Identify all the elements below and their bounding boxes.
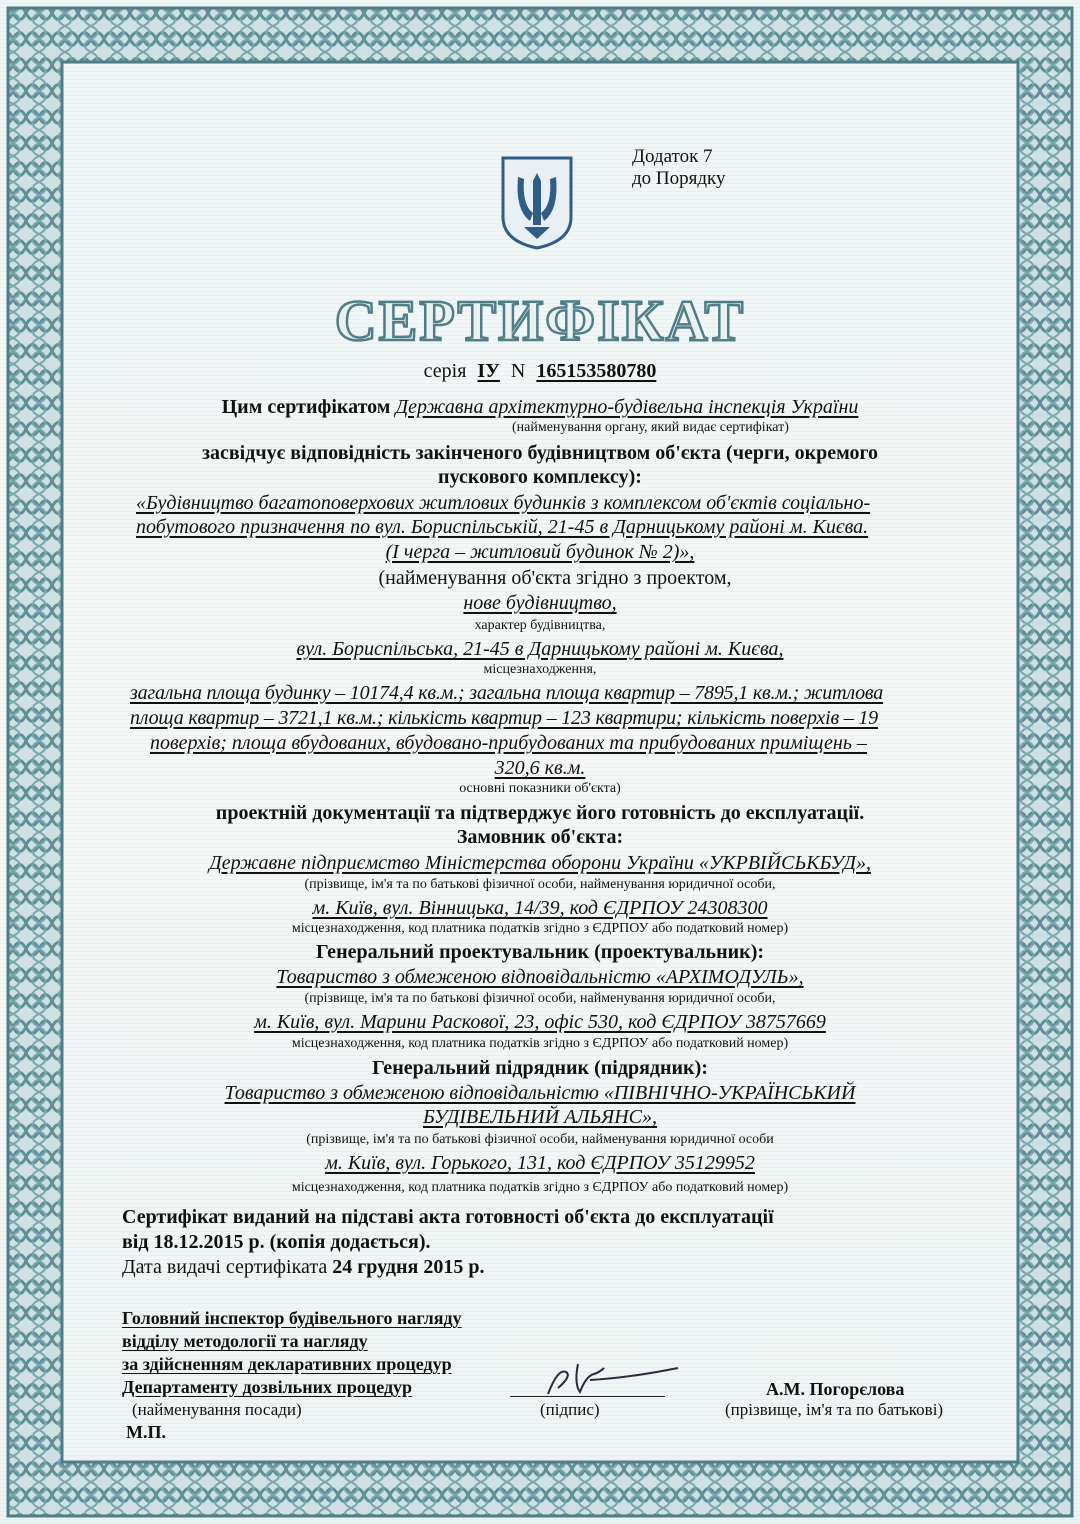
indicators-caption: основні показники об'єкта) bbox=[459, 781, 621, 796]
designer-name: Товариство з обмеженою відповідальністю «АРХІМОДУЛЬ», bbox=[276, 966, 804, 988]
issue-date-label: Дата видачі сертифіката bbox=[122, 1256, 328, 1278]
series-n-label: N bbox=[510, 360, 526, 382]
indicators-line-3: поверхів; площа вбудованих, вбудовано-прибудованих та прибудованих приміщень – bbox=[150, 732, 867, 754]
series-number: 165153580780 bbox=[536, 360, 657, 382]
basis-line-1: Сертифікат виданий на підставі акта готовності об'єкта до експлуатації bbox=[122, 1206, 774, 1228]
intro-bold: Цим сертифікатом bbox=[221, 396, 391, 418]
location-caption: місцезнаходження, bbox=[483, 662, 597, 677]
object-name-line-1: «Будівництво багатоповерхових житлових будинків з комплексом об'єктів соціально- bbox=[136, 492, 871, 514]
position-line-3: за здійсненням декларативних процедур bbox=[122, 1354, 452, 1374]
position-line-1: Головний інспектор будівельного нагляду bbox=[122, 1308, 462, 1328]
customer-address: м. Київ, вул. Вінницька, 14/39, код ЄДРПОУ 24308300 bbox=[312, 897, 768, 919]
customer-heading: Замовник об'єкта: bbox=[456, 826, 624, 848]
designer-address: м. Київ, вул. Марини Раскової, 23, офіс 530, код ЄДРПОУ 38757669 bbox=[254, 1011, 826, 1033]
signature-line bbox=[510, 1396, 665, 1397]
issuer-caption: (найменування органу, який видає сертифікат) bbox=[512, 420, 789, 435]
series-line bbox=[0, 360, 1080, 383]
stamp-mark: М.П. bbox=[126, 1422, 166, 1442]
construction-type-caption: характер будівництва, bbox=[474, 618, 606, 633]
customer-address-caption: місцезнаходження, код платника податків згідно з ЄДРПОУ або податковий номер) bbox=[291, 921, 789, 936]
contractor-address: м. Київ, вул. Горького, 131, код ЄДРПОУ 35129952 bbox=[325, 1152, 755, 1174]
certifies-line-1: засвідчує відповідність закінченого будівництвом об'єкта (черги, окремого bbox=[201, 442, 879, 464]
object-caption: (найменування об'єкта згідно з проектом, bbox=[378, 567, 732, 589]
customer-name: Державне підприємство Міністерства оборони України «УКРВІЙСЬКБУД», bbox=[209, 852, 871, 874]
object-location: вул. Бориспільська, 21-45 в Дарницькому районі м. Києва, bbox=[296, 638, 784, 660]
construction-type: нове будівництво, bbox=[463, 592, 617, 614]
indicators-line-1: загальна площа будинку – 10174,4 кв.м.; загальна площа квартир – 7895,1 кв.м.; житлова bbox=[130, 682, 884, 704]
svg-text:СЕРТИФІКАТ: СЕРТИФІКАТ bbox=[334, 292, 746, 350]
object-name-line-3: (І черга – житловий будинок № 2)», bbox=[385, 541, 695, 563]
position-caption: (найменування посади) bbox=[132, 1400, 302, 1419]
series-label: серія bbox=[423, 360, 467, 382]
certifies-line-2: пускового комплексу): bbox=[438, 466, 642, 488]
signatory-name: А.М. Погорєлова bbox=[766, 1379, 905, 1399]
indicators-line-4: 320,6 кв.м. bbox=[494, 757, 586, 779]
contractor-address-caption: місцезнаходження, код платника податків згідно з ЄДРПОУ або податковий номер) bbox=[291, 1180, 789, 1195]
issuer-name: Державна архітектурно-будівельна інспекція України bbox=[395, 396, 859, 418]
intro-line bbox=[0, 396, 1080, 419]
annex-line-1: Додаток 7 bbox=[632, 146, 713, 167]
contractor-name-caption: (прізвище, ім'я та по батькові фізичної особи, найменування юридичної особи bbox=[306, 1132, 774, 1147]
indicators-line-2: площа квартир – 3721,1 кв.м.; кількість квартир – 123 квартири; кількість поверхів – 19 bbox=[130, 707, 878, 729]
issue-date-value: 24 грудня 2015 р. bbox=[332, 1256, 485, 1278]
designer-name-caption: (прізвище, ім'я та по батькові фізичної особи, найменування юридичної особи, bbox=[304, 991, 776, 1006]
object-name-line-2: побутового призначення по вул. Бориспільській, 21-45 в Дарницькому районі м. Києва. bbox=[136, 516, 869, 538]
conformity-statement: проектній документації та підтверджує його готовність до експлуатації. bbox=[215, 802, 865, 824]
contractor-name-line-1: Товариство з обмеженою відповідальністю «ПІВНІЧНО-УКРАЇНСЬКИЙ bbox=[224, 1082, 856, 1104]
position-line-2: відділу методології та нагляду bbox=[122, 1331, 368, 1351]
signature-caption: (підпис) bbox=[540, 1400, 600, 1419]
customer-name-caption: (прізвище, ім'я та по батькові фізичної особи, найменування юридичної особи, bbox=[304, 877, 776, 892]
signature-mark bbox=[528, 1358, 688, 1398]
basis-line-2: від 18.12.2015 р. (копія додається). bbox=[122, 1231, 431, 1253]
trident-emblem-icon bbox=[500, 155, 574, 251]
certificate-title bbox=[320, 292, 760, 350]
designer-address-caption: місцезнаходження, код платника податків згідно з ЄДРПОУ або податковий номер) bbox=[291, 1036, 789, 1051]
issue-date-line bbox=[122, 1256, 484, 1279]
signatory-name-caption: (прізвище, ім'я та по батькові) bbox=[725, 1400, 944, 1419]
contractor-heading: Генеральний підрядник (підрядник): bbox=[372, 1057, 708, 1079]
designer-heading: Генеральний проектувальник (проектувальник): bbox=[315, 941, 765, 963]
contractor-name-line-2: БУДІВЕЛЬНИЙ АЛЬЯНС», bbox=[423, 1106, 657, 1128]
position-line-4: Департаменту дозвільних процедур bbox=[122, 1377, 413, 1397]
series-code: ІУ bbox=[477, 360, 500, 382]
annex-line-2: до Порядку bbox=[632, 168, 726, 189]
